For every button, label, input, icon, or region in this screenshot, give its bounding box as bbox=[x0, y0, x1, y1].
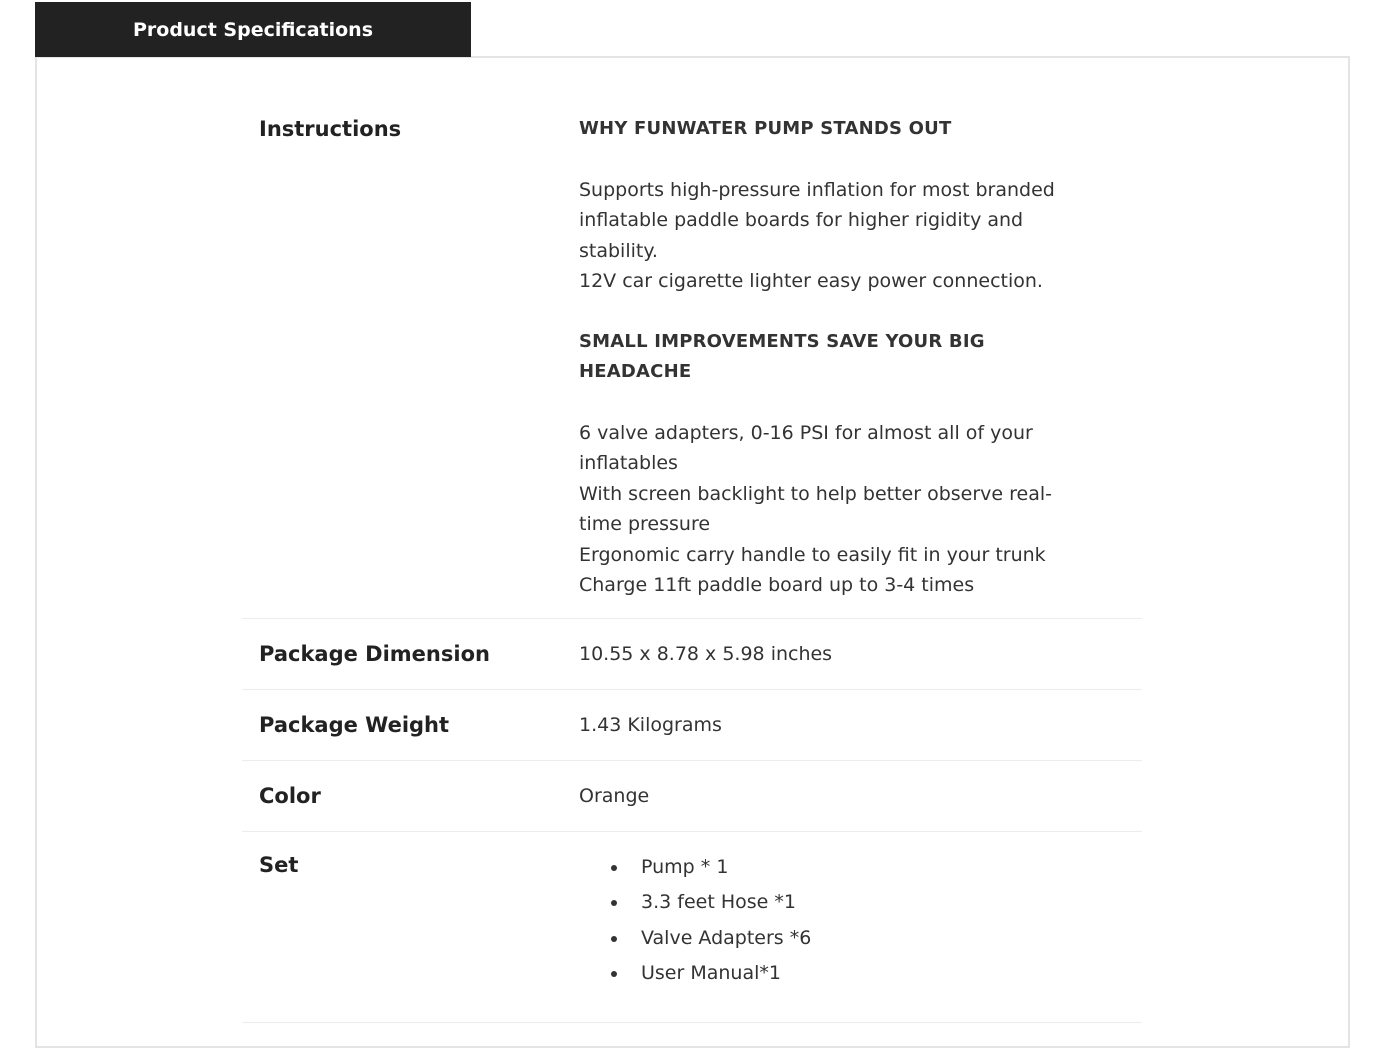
spec-value-color: Orange bbox=[579, 784, 650, 807]
list-item bbox=[611, 885, 1109, 920]
instructions-heading: HEADACHE bbox=[579, 361, 692, 383]
spec-value-instructions bbox=[579, 114, 1109, 618]
spec-label-color: Color bbox=[259, 784, 321, 808]
list-item bbox=[611, 956, 1109, 991]
set-list bbox=[579, 850, 1109, 991]
list-item bbox=[611, 921, 1109, 956]
instructions-text: 6 valve adapters, 0-16 PSI for almost all of your bbox=[579, 422, 1033, 445]
bullet-icon bbox=[611, 865, 617, 871]
spec-row-instructions bbox=[242, 98, 1142, 619]
instructions-heading: WHY FUNWATER PUMP STANDS OUT bbox=[579, 118, 952, 139]
instructions-text: inflatables bbox=[579, 452, 678, 475]
instructions-text: Ergonomic carry handle to easily fit in your trunk bbox=[579, 543, 1046, 566]
spec-row-color bbox=[242, 761, 1142, 832]
spec-row-package-weight bbox=[242, 690, 1142, 761]
instructions-heading: SMALL IMPROVEMENTS SAVE YOUR BIG bbox=[579, 330, 985, 352]
instructions-text: Supports high-pressure inflation for most branded bbox=[579, 178, 1055, 201]
set-item-text: Valve Adapters *6 bbox=[641, 926, 812, 949]
spec-label-set: Set bbox=[259, 853, 299, 877]
spec-value-package-dimension: 10.55 x 8.78 x 5.98 inches bbox=[579, 642, 833, 665]
spec-row-package-dimension bbox=[242, 619, 1142, 690]
bullet-icon bbox=[611, 971, 617, 977]
spec-label-package-dimension: Package Dimension bbox=[259, 642, 490, 666]
tab-product-specifications[interactable] bbox=[35, 2, 471, 57]
bullet-icon bbox=[611, 900, 617, 906]
set-item-text: 3.3 feet Hose *1 bbox=[641, 891, 796, 914]
instructions-text: Charge 11ft paddle board up to 3-4 times bbox=[579, 574, 975, 597]
tab-label: Product Specifications bbox=[132, 18, 374, 41]
bullet-icon bbox=[611, 936, 617, 942]
instructions-text: With screen backlight to help better observe real- bbox=[579, 482, 1053, 505]
instructions-text: 12V car cigarette lighter easy power connection. bbox=[579, 270, 1043, 293]
instructions-text: stability. bbox=[579, 239, 658, 262]
spec-table bbox=[242, 98, 1142, 1023]
spec-label-package-weight: Package Weight bbox=[259, 713, 450, 737]
list-item bbox=[611, 850, 1109, 885]
spec-value-package-weight: 1.43 Kilograms bbox=[579, 713, 722, 736]
instructions-text: inflatable paddle boards for higher rigidity and bbox=[579, 209, 1024, 232]
set-item-text: Pump * 1 bbox=[641, 856, 729, 878]
spec-row-set bbox=[242, 832, 1142, 1023]
spec-label-instructions: Instructions bbox=[259, 117, 402, 141]
instructions-text: time pressure bbox=[579, 513, 711, 536]
spec-value-set bbox=[579, 850, 1109, 1022]
set-item-text: User Manual*1 bbox=[641, 961, 781, 984]
